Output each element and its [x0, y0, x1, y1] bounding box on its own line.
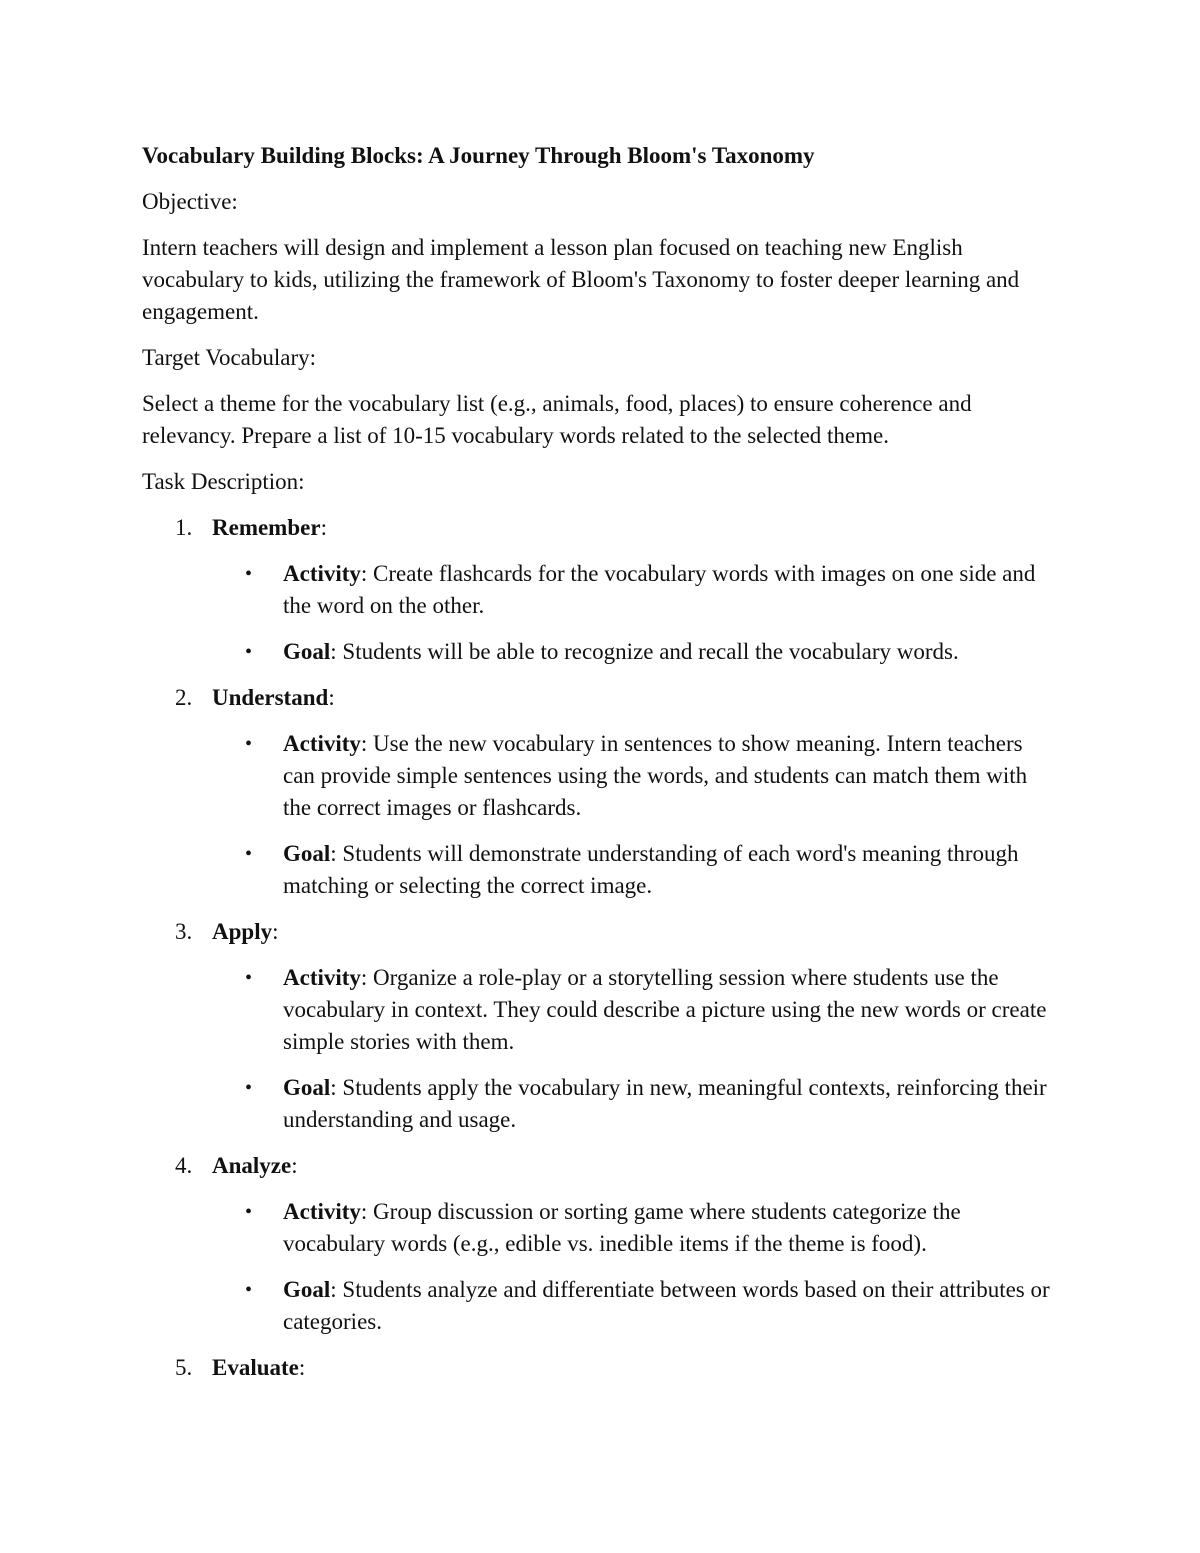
- objective-heading: Objective:: [142, 189, 238, 214]
- objective-text: Intern teachers will design and implement a lesson plan focused on teaching new English vocabulary to kids, utilizing the framework of Bloom's Taxonomy to foster deeper learning and engagement.: [142, 235, 1020, 324]
- document-page: [142, 140, 1062, 1398]
- step-bullets: [142, 728, 1062, 902]
- step-number: 2.: [175, 685, 193, 710]
- goal-label: Goal: [283, 1075, 331, 1100]
- task-steps-list: [142, 512, 1062, 1384]
- target-vocabulary-heading: Target Vocabulary:: [142, 345, 317, 370]
- step-heading: [142, 682, 1062, 714]
- step-colon: :: [328, 685, 335, 710]
- step-heading: [142, 916, 1062, 948]
- bullet-icon: •: [245, 1201, 253, 1223]
- step-heading: [142, 512, 1062, 544]
- bullet-icon: •: [245, 733, 253, 755]
- step-colon: :: [291, 1153, 298, 1178]
- activity-text: : Organize a role-play or a storytelling session where students use the vocabulary in context. They could describe a picture using the new words or create simple stories with them.: [283, 965, 1047, 1054]
- step-label: Understand: [212, 685, 329, 710]
- goal-text: : Students will demonstrate understanding of each word's meaning through matching or selecting the correct image.: [283, 841, 1019, 898]
- goal-item: [142, 838, 1062, 902]
- activity-item: [142, 558, 1062, 622]
- step-number: 3.: [175, 919, 193, 944]
- activity-label: Activity: [283, 1199, 361, 1224]
- step-number: 5.: [175, 1355, 193, 1380]
- bullet-icon: •: [245, 967, 253, 989]
- activity-item: [142, 728, 1062, 824]
- step-heading: [142, 1150, 1062, 1182]
- step-understand: [142, 682, 1062, 902]
- goal-text: : Students apply the vocabulary in new, meaningful contexts, reinforcing their understanding and usage.: [283, 1075, 1047, 1132]
- activity-text: : Create flashcards for the vocabulary words with images on one side and the word on the other.: [283, 561, 1036, 618]
- step-colon: :: [272, 919, 279, 944]
- goal-label: Goal: [283, 1277, 331, 1302]
- goal-item: [142, 636, 1062, 668]
- activity-item: [142, 1196, 1062, 1260]
- activity-text: : Use the new vocabulary in sentences to show meaning. Intern teachers can provide simple sentences using the words, and students can match them with the correct images or flashcards.: [283, 731, 1028, 820]
- goal-item: [142, 1274, 1062, 1338]
- goal-label: Goal: [283, 841, 331, 866]
- activity-label: Activity: [283, 965, 361, 990]
- activity-text: : Group discussion or sorting game where students categorize the vocabulary words (e.g., edible vs. inedible items if the theme is food).: [283, 1199, 961, 1256]
- bullet-icon: •: [245, 563, 253, 585]
- step-bullets: [142, 1196, 1062, 1338]
- bullet-icon: •: [245, 843, 253, 865]
- step-label: Evaluate: [212, 1355, 299, 1380]
- goal-text: : Students analyze and differentiate between words based on their attributes or categories.: [283, 1277, 1050, 1334]
- step-colon: :: [320, 515, 327, 540]
- activity-item: [142, 962, 1062, 1058]
- step-label: Remember: [212, 515, 321, 540]
- target-vocabulary-text: Select a theme for the vocabulary list (e.g., animals, food, places) to ensure coherence and relevancy. Prepare a list of 10-15 vocabulary words related to the selected theme.: [142, 391, 972, 448]
- step-bullets: [142, 558, 1062, 668]
- goal-text: : Students will be able to recognize and recall the vocabulary words.: [330, 639, 959, 664]
- step-apply: [142, 916, 1062, 1136]
- step-number: 1.: [175, 515, 193, 540]
- goal-label: Goal: [283, 639, 331, 664]
- step-remember: [142, 512, 1062, 668]
- step-label: Apply: [212, 919, 273, 944]
- step-evaluate: [142, 1352, 1062, 1384]
- step-bullets: [142, 962, 1062, 1136]
- task-description-heading: Task Description:: [142, 469, 305, 494]
- activity-label: Activity: [283, 731, 361, 756]
- step-label: Analyze: [212, 1153, 292, 1178]
- step-analyze: [142, 1150, 1062, 1338]
- step-heading: [142, 1352, 1062, 1384]
- document-title: Vocabulary Building Blocks: A Journey Through Bloom's Taxonomy: [142, 143, 815, 168]
- bullet-icon: •: [245, 1077, 253, 1099]
- bullet-icon: •: [245, 1279, 253, 1301]
- bullet-icon: •: [245, 641, 253, 663]
- goal-item: [142, 1072, 1062, 1136]
- step-colon: :: [298, 1355, 306, 1380]
- step-number: 4.: [175, 1153, 193, 1178]
- activity-label: Activity: [283, 561, 361, 586]
